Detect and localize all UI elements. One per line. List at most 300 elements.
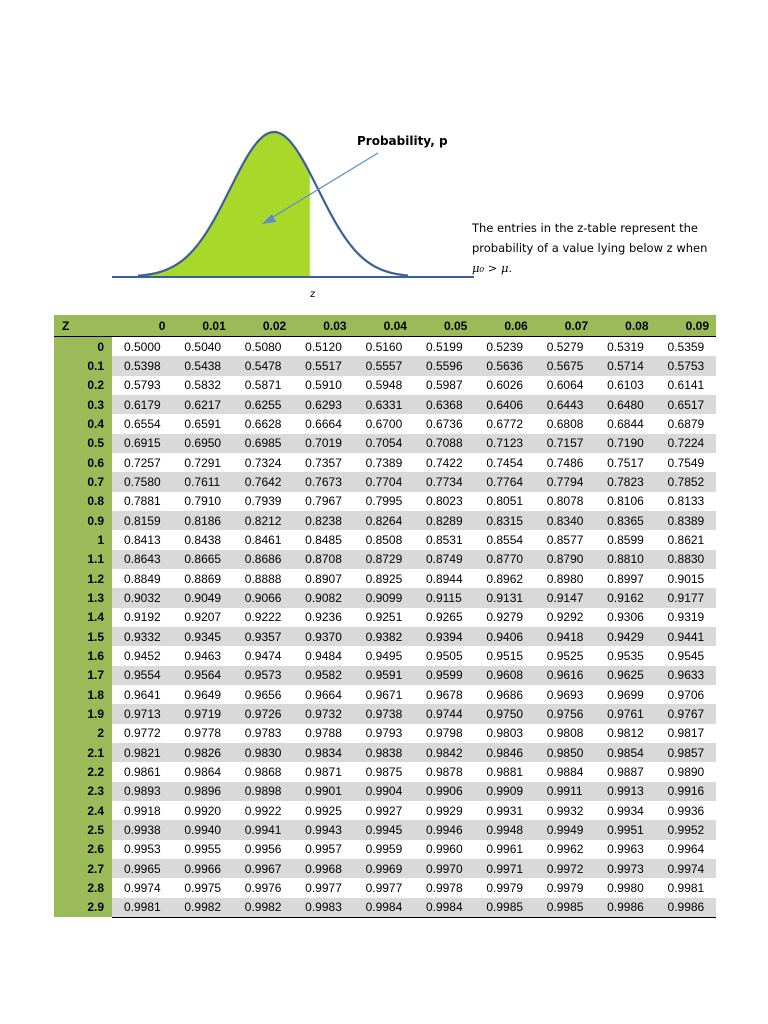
probability-cell: 0.9726 <box>233 704 293 723</box>
column-header: 0.08 <box>595 315 655 337</box>
z-value-cell: 1.8 <box>54 685 112 704</box>
probability-cell: 0.9732 <box>293 704 353 723</box>
probability-cell: 0.9817 <box>667 726 705 741</box>
probability-cell: 0.9564 <box>172 666 232 685</box>
probability-cell: 0.9767 <box>656 704 716 723</box>
probability-cell: 0.8907 <box>305 571 342 586</box>
probability-cell: 0.9909 <box>474 782 534 801</box>
probability-cell: 0.9382 <box>354 627 414 646</box>
probability-cell: 0.9664 <box>305 687 342 702</box>
probability-cell: 0.6179 <box>112 395 172 414</box>
probability-cell: 0.9484 <box>305 648 342 663</box>
probability-cell: 0.9582 <box>293 666 353 685</box>
table-explanation-note <box>472 218 742 278</box>
probability-cell: 0.9971 <box>474 859 534 878</box>
probability-cell: 0.9793 <box>365 726 403 741</box>
table-row <box>54 453 716 472</box>
probability-cell: 0.9279 <box>486 610 524 625</box>
z-table-container <box>54 315 716 918</box>
probability-cell: 0.6950 <box>172 434 232 453</box>
probability-cell: 0.9901 <box>293 782 353 801</box>
probability-cell: 0.9984 <box>414 898 474 918</box>
probability-cell: 0.6480 <box>595 395 655 414</box>
probability-cell: 0.9931 <box>486 803 524 818</box>
probability-cell: 0.9929 <box>425 803 463 818</box>
probability-cell: 0.9850 <box>535 743 595 762</box>
z-value-cell: 0.1 <box>54 356 112 375</box>
probability-cell: 0.9984 <box>354 898 414 918</box>
probability-cell: 0.9495 <box>365 648 403 663</box>
probability-cell: 0.9608 <box>474 666 534 685</box>
z-value-cell: 0.2 <box>54 376 112 395</box>
probability-cell: 0.9922 <box>244 803 282 818</box>
probability-cell: 0.9956 <box>244 842 282 857</box>
probability-cell: 0.9545 <box>667 648 705 663</box>
table-row <box>54 704 716 723</box>
probability-cell: 0.9808 <box>546 726 584 741</box>
probability-cell: 0.9977 <box>305 880 342 895</box>
probability-cell: 0.9625 <box>595 666 655 685</box>
probability-cell: 0.9986 <box>656 898 716 918</box>
table-row <box>54 762 716 781</box>
z-value-cell: 0.7 <box>54 472 112 491</box>
probability-cell: 0.9821 <box>112 743 172 762</box>
probability-cell: 0.8159 <box>112 511 172 530</box>
probability-cell: 0.5832 <box>184 378 222 393</box>
probability-cell: 0.8078 <box>546 494 584 509</box>
probability-cell: 0.9938 <box>112 820 172 839</box>
probability-cell: 0.9798 <box>425 726 463 741</box>
probability-cell: 0.8708 <box>293 550 353 569</box>
z-value-cell: 2.2 <box>54 762 112 781</box>
probability-cell: 0.9015 <box>667 571 705 586</box>
probability-cell: 0.7642 <box>233 472 293 491</box>
probability-cell: 0.8212 <box>233 511 293 530</box>
probability-cell: 0.9911 <box>535 782 595 801</box>
probability-cell: 0.5279 <box>546 339 584 354</box>
probability-cell: 0.5714 <box>595 356 655 375</box>
column-header: 0.07 <box>535 315 595 337</box>
probability-cell: 0.9649 <box>184 687 222 702</box>
probability-cell: 0.6103 <box>607 378 644 393</box>
probability-cell: 0.9904 <box>354 782 414 801</box>
probability-cell: 0.9979 <box>486 880 524 895</box>
table-row <box>54 685 716 704</box>
table-row <box>54 898 716 918</box>
table-row <box>54 820 716 839</box>
probability-cell: 0.5753 <box>656 356 716 375</box>
probability-cell: 0.7357 <box>305 455 342 470</box>
note-math: μ₀ > μ. <box>472 261 513 275</box>
probability-cell: 0.9535 <box>607 648 644 663</box>
probability-cell: 0.6772 <box>486 416 524 431</box>
probability-cell: 0.6064 <box>546 378 584 393</box>
table-row <box>54 782 716 801</box>
table-row <box>54 550 716 569</box>
z-value-cell: 1.7 <box>54 666 112 685</box>
probability-cell: 0.9981 <box>112 898 172 918</box>
probability-cell: 0.9943 <box>293 820 353 839</box>
probability-cell: 0.9370 <box>293 627 353 646</box>
probability-cell: 0.8461 <box>244 532 282 547</box>
probability-cell: 0.9906 <box>414 782 474 801</box>
probability-cell: 0.9319 <box>667 610 705 625</box>
probability-cell: 0.9099 <box>354 588 414 607</box>
probability-cell: 0.7967 <box>305 494 342 509</box>
probability-cell: 0.9932 <box>546 803 584 818</box>
probability-cell: 0.9941 <box>233 820 293 839</box>
z-value-cell: 2.4 <box>54 801 112 820</box>
shaded-probability-area <box>138 132 310 277</box>
probability-cell: 0.7939 <box>244 494 282 509</box>
probability-cell: 0.9693 <box>546 687 584 702</box>
probability-cell: 0.6808 <box>546 416 584 431</box>
probability-cell: 0.6700 <box>365 416 403 431</box>
probability-cell: 0.6517 <box>656 395 716 414</box>
column-header: 0.01 <box>172 315 232 337</box>
probability-cell: 0.9964 <box>667 842 705 857</box>
z-value-cell: 2.1 <box>54 743 112 762</box>
probability-cell: 0.5948 <box>365 378 403 393</box>
probability-cell: 0.6368 <box>414 395 474 414</box>
probability-cell: 0.9949 <box>535 820 595 839</box>
probability-cell: 0.9162 <box>595 588 655 607</box>
probability-cell: 0.9463 <box>184 648 222 663</box>
z-value-cell: 2.6 <box>54 840 112 859</box>
probability-cell: 0.9357 <box>233 627 293 646</box>
z-value-cell: 1.6 <box>54 646 112 665</box>
z-table-header-row <box>54 315 716 337</box>
probability-cell: 0.7704 <box>354 472 414 491</box>
probability-cell: 0.9394 <box>414 627 474 646</box>
probability-cell: 0.9332 <box>112 627 172 646</box>
probability-cell: 0.6879 <box>667 416 705 431</box>
probability-cell: 0.9452 <box>124 648 161 663</box>
probability-cell: 0.7823 <box>595 472 655 491</box>
table-row <box>54 376 716 395</box>
z-value-cell: 0 <box>54 337 112 357</box>
probability-cell: 0.9591 <box>354 666 414 685</box>
table-row <box>54 530 716 549</box>
probability-cell: 0.9953 <box>124 842 161 857</box>
probability-cell: 0.9857 <box>656 743 716 762</box>
probability-cell: 0.8365 <box>595 511 655 530</box>
table-row <box>54 627 716 646</box>
probability-cell: 0.6331 <box>354 395 414 414</box>
probability-cell: 0.9948 <box>474 820 534 839</box>
probability-cell: 0.9686 <box>486 687 524 702</box>
probability-cell: 0.9616 <box>535 666 595 685</box>
probability-cell: 0.7794 <box>535 472 595 491</box>
note-text: The entries in the z-table represent the probability of a value lying below z when <box>472 221 708 255</box>
z-value-cell: 2.5 <box>54 820 112 839</box>
probability-cell: 0.8133 <box>667 494 705 509</box>
probability-cell: 0.9641 <box>124 687 161 702</box>
z-table <box>54 315 716 918</box>
z-value-cell: 1.4 <box>54 608 112 627</box>
probability-cell: 0.9970 <box>414 859 474 878</box>
probability-cell: 0.9893 <box>112 782 172 801</box>
probability-cell: 0.8413 <box>124 532 161 547</box>
z-value-cell: 2.7 <box>54 859 112 878</box>
probability-cell: 0.8599 <box>607 532 644 547</box>
probability-cell: 0.9962 <box>546 842 584 857</box>
probability-cell: 0.7291 <box>184 455 222 470</box>
probability-cell: 0.9066 <box>233 588 293 607</box>
table-row <box>54 434 716 453</box>
table-row <box>54 608 716 627</box>
probability-cell: 0.7123 <box>474 434 534 453</box>
probability-cell: 0.9834 <box>293 743 353 762</box>
probability-cell: 0.9738 <box>354 704 414 723</box>
table-row <box>54 472 716 491</box>
probability-cell: 0.9963 <box>607 842 644 857</box>
probability-cell: 0.7088 <box>414 434 474 453</box>
probability-cell: 0.7257 <box>124 455 161 470</box>
z-axis-label: z <box>310 289 316 300</box>
probability-cell: 0.8023 <box>425 494 463 509</box>
table-row <box>54 492 716 511</box>
probability-cell: 0.9441 <box>656 627 716 646</box>
probability-cell: 0.9884 <box>546 764 584 779</box>
probability-cell: 0.8962 <box>486 571 524 586</box>
probability-cell: 0.8315 <box>474 511 534 530</box>
probability-cell: 0.9913 <box>595 782 655 801</box>
table-row <box>54 646 716 665</box>
probability-cell: 0.8925 <box>365 571 403 586</box>
column-header: 0.06 <box>474 315 534 337</box>
probability-cell: 0.9875 <box>365 764 403 779</box>
probability-cell: 0.9976 <box>244 880 282 895</box>
probability-cell: 0.9957 <box>305 842 342 857</box>
probability-cell: 0.9960 <box>425 842 463 857</box>
probability-cell: 0.5239 <box>486 339 524 354</box>
probability-cell: 0.8686 <box>233 550 293 569</box>
probability-cell: 0.7995 <box>365 494 403 509</box>
probability-cell: 0.9846 <box>474 743 534 762</box>
probability-cell: 0.8554 <box>486 532 524 547</box>
probability-cell: 0.9573 <box>233 666 293 685</box>
probability-cell: 0.9961 <box>486 842 524 857</box>
probability-cell: 0.8729 <box>354 550 414 569</box>
column-header: 0.03 <box>293 315 353 337</box>
probability-cell: 0.7580 <box>112 472 172 491</box>
probability-cell: 0.6554 <box>124 416 161 431</box>
probability-cell: 0.9554 <box>112 666 172 685</box>
probability-cell: 0.9032 <box>112 588 172 607</box>
probability-cell: 0.9973 <box>595 859 655 878</box>
probability-cell: 0.9985 <box>535 898 595 918</box>
z-value-cell: 0.6 <box>54 453 112 472</box>
probability-cell: 0.6026 <box>486 378 524 393</box>
probability-cell: 0.8508 <box>365 532 403 547</box>
probability-cell: 0.9918 <box>124 803 161 818</box>
probability-cell: 0.7224 <box>656 434 716 453</box>
probability-cell: 0.7190 <box>595 434 655 453</box>
probability-cell: 0.5040 <box>184 339 222 354</box>
probability-cell: 0.9115 <box>414 588 474 607</box>
probability-cell: 0.7611 <box>172 472 232 491</box>
probability-cell: 0.5160 <box>365 339 403 354</box>
probability-cell: 0.7852 <box>656 472 716 491</box>
z-value-cell: 0.8 <box>54 492 112 511</box>
table-row <box>54 666 716 685</box>
probability-cell: 0.7764 <box>474 472 534 491</box>
probability-cell: 0.9975 <box>184 880 222 895</box>
probability-cell: 0.9750 <box>474 704 534 723</box>
probability-cell: 0.9713 <box>112 704 172 723</box>
probability-cell: 0.5910 <box>305 378 342 393</box>
probability-cell: 0.9251 <box>365 610 403 625</box>
probability-cell: 0.9406 <box>474 627 534 646</box>
probability-cell: 0.5359 <box>667 339 705 354</box>
probability-cell: 0.8980 <box>546 571 584 586</box>
probability-cell: 0.8186 <box>172 511 232 530</box>
column-header: 0.04 <box>354 315 414 337</box>
z-value-cell: 0.5 <box>54 434 112 453</box>
probability-cell: 0.5120 <box>305 339 342 354</box>
probability-cell: 0.9916 <box>656 782 716 801</box>
probability-cell: 0.9972 <box>535 859 595 878</box>
probability-cell: 0.9207 <box>184 610 222 625</box>
z-value-cell: 2.3 <box>54 782 112 801</box>
probability-cell: 0.9927 <box>365 803 403 818</box>
probability-cell: 0.8749 <box>414 550 474 569</box>
probability-cell: 0.8770 <box>474 550 534 569</box>
probability-cell: 0.9761 <box>595 704 655 723</box>
probability-cell: 0.9871 <box>305 764 342 779</box>
probability-cell: 0.6664 <box>305 416 342 431</box>
probability-cell: 0.7517 <box>607 455 644 470</box>
probability-cell: 0.8790 <box>535 550 595 569</box>
probability-cell: 0.5636 <box>474 356 534 375</box>
probability-cell: 0.9525 <box>546 648 584 663</box>
probability-cell: 0.8643 <box>112 550 172 569</box>
z-value-cell: 1.2 <box>54 569 112 588</box>
probability-cell: 0.8621 <box>667 532 705 547</box>
probability-cell: 0.8289 <box>414 511 474 530</box>
probability-cell: 0.5199 <box>425 339 463 354</box>
probability-cell: 0.6844 <box>607 416 644 431</box>
probability-cell: 0.9898 <box>233 782 293 801</box>
probability-cell: 0.7454 <box>486 455 524 470</box>
probability-cell: 0.9418 <box>535 627 595 646</box>
probability-cell: 0.6591 <box>184 416 222 431</box>
probability-cell: 0.9706 <box>667 687 705 702</box>
probability-cell: 0.9306 <box>607 610 644 625</box>
probability-cell: 0.9936 <box>667 803 705 818</box>
probability-cell: 0.9934 <box>607 803 644 818</box>
probability-cell: 0.9982 <box>172 898 232 918</box>
probability-cell: 0.8944 <box>425 571 463 586</box>
probability-cell: 0.9599 <box>414 666 474 685</box>
probability-cell: 0.8051 <box>486 494 524 509</box>
z-value-cell: 1.1 <box>54 550 112 569</box>
probability-cell: 0.7157 <box>535 434 595 453</box>
probability-cell: 0.9861 <box>124 764 161 779</box>
probability-cell: 0.6255 <box>233 395 293 414</box>
probability-cell: 0.9744 <box>414 704 474 723</box>
z-value-cell: 1.9 <box>54 704 112 723</box>
probability-cell: 0.9966 <box>172 859 232 878</box>
probability-cell: 0.5675 <box>535 356 595 375</box>
probability-cell: 0.9147 <box>535 588 595 607</box>
probability-cell: 0.9896 <box>172 782 232 801</box>
probability-cell: 0.9678 <box>425 687 463 702</box>
probability-cell: 0.9633 <box>656 666 716 685</box>
z-value-cell: 1 <box>54 530 112 549</box>
probability-cell: 0.5987 <box>425 378 463 393</box>
column-header: 0 <box>112 315 172 337</box>
probability-cell: 0.7019 <box>293 434 353 453</box>
probability-cell: 0.9982 <box>233 898 293 918</box>
probability-cell: 0.6915 <box>112 434 172 453</box>
probability-cell: 0.9969 <box>354 859 414 878</box>
probability-cell: 0.9265 <box>425 610 463 625</box>
probability-cell: 0.8577 <box>546 532 584 547</box>
probability-cell: 0.7881 <box>124 494 161 509</box>
table-row <box>54 395 716 414</box>
probability-cell: 0.5596 <box>414 356 474 375</box>
probability-cell: 0.7734 <box>414 472 474 491</box>
probability-cell: 0.9131 <box>474 588 534 607</box>
probability-cell: 0.9505 <box>425 648 463 663</box>
probability-cell: 0.8997 <box>607 571 644 586</box>
table-row <box>54 511 716 530</box>
probability-label: Probability, p <box>357 134 448 148</box>
probability-cell: 0.5557 <box>354 356 414 375</box>
probability-cell: 0.8888 <box>244 571 282 586</box>
probability-cell: 0.9959 <box>365 842 403 857</box>
probability-cell: 0.9177 <box>656 588 716 607</box>
probability-cell: 0.7486 <box>546 455 584 470</box>
probability-cell: 0.9292 <box>546 610 584 625</box>
probability-cell: 0.8849 <box>124 571 161 586</box>
probability-cell: 0.6293 <box>293 395 353 414</box>
probability-cell: 0.9854 <box>595 743 655 762</box>
probability-cell: 0.9925 <box>305 803 342 818</box>
probability-cell: 0.9803 <box>486 726 524 741</box>
table-row <box>54 414 716 433</box>
probability-cell: 0.9772 <box>124 726 161 741</box>
probability-cell: 0.9965 <box>112 859 172 878</box>
probability-cell: 0.9474 <box>244 648 282 663</box>
table-row <box>54 743 716 762</box>
probability-cell: 0.5478 <box>233 356 293 375</box>
probability-cell: 0.9985 <box>474 898 534 918</box>
z-value-cell: 0.9 <box>54 511 112 530</box>
z-table-body <box>54 337 716 918</box>
probability-cell: 0.9945 <box>354 820 414 839</box>
probability-cell: 0.9192 <box>124 610 161 625</box>
probability-cell: 0.9974 <box>656 859 716 878</box>
probability-cell: 0.5517 <box>293 356 353 375</box>
table-row <box>54 337 716 357</box>
probability-cell: 0.8238 <box>293 511 353 530</box>
probability-cell: 0.9222 <box>244 610 282 625</box>
probability-cell: 0.5871 <box>244 378 282 393</box>
probability-cell: 0.8264 <box>354 511 414 530</box>
probability-cell: 0.9946 <box>414 820 474 839</box>
probability-cell: 0.7389 <box>365 455 403 470</box>
probability-cell: 0.8830 <box>656 550 716 569</box>
probability-cell: 0.9890 <box>667 764 705 779</box>
probability-cell: 0.9345 <box>172 627 232 646</box>
probability-cell: 0.9864 <box>184 764 222 779</box>
probability-cell: 0.8340 <box>535 511 595 530</box>
probability-cell: 0.5438 <box>172 356 232 375</box>
probability-cell: 0.9515 <box>486 648 524 663</box>
